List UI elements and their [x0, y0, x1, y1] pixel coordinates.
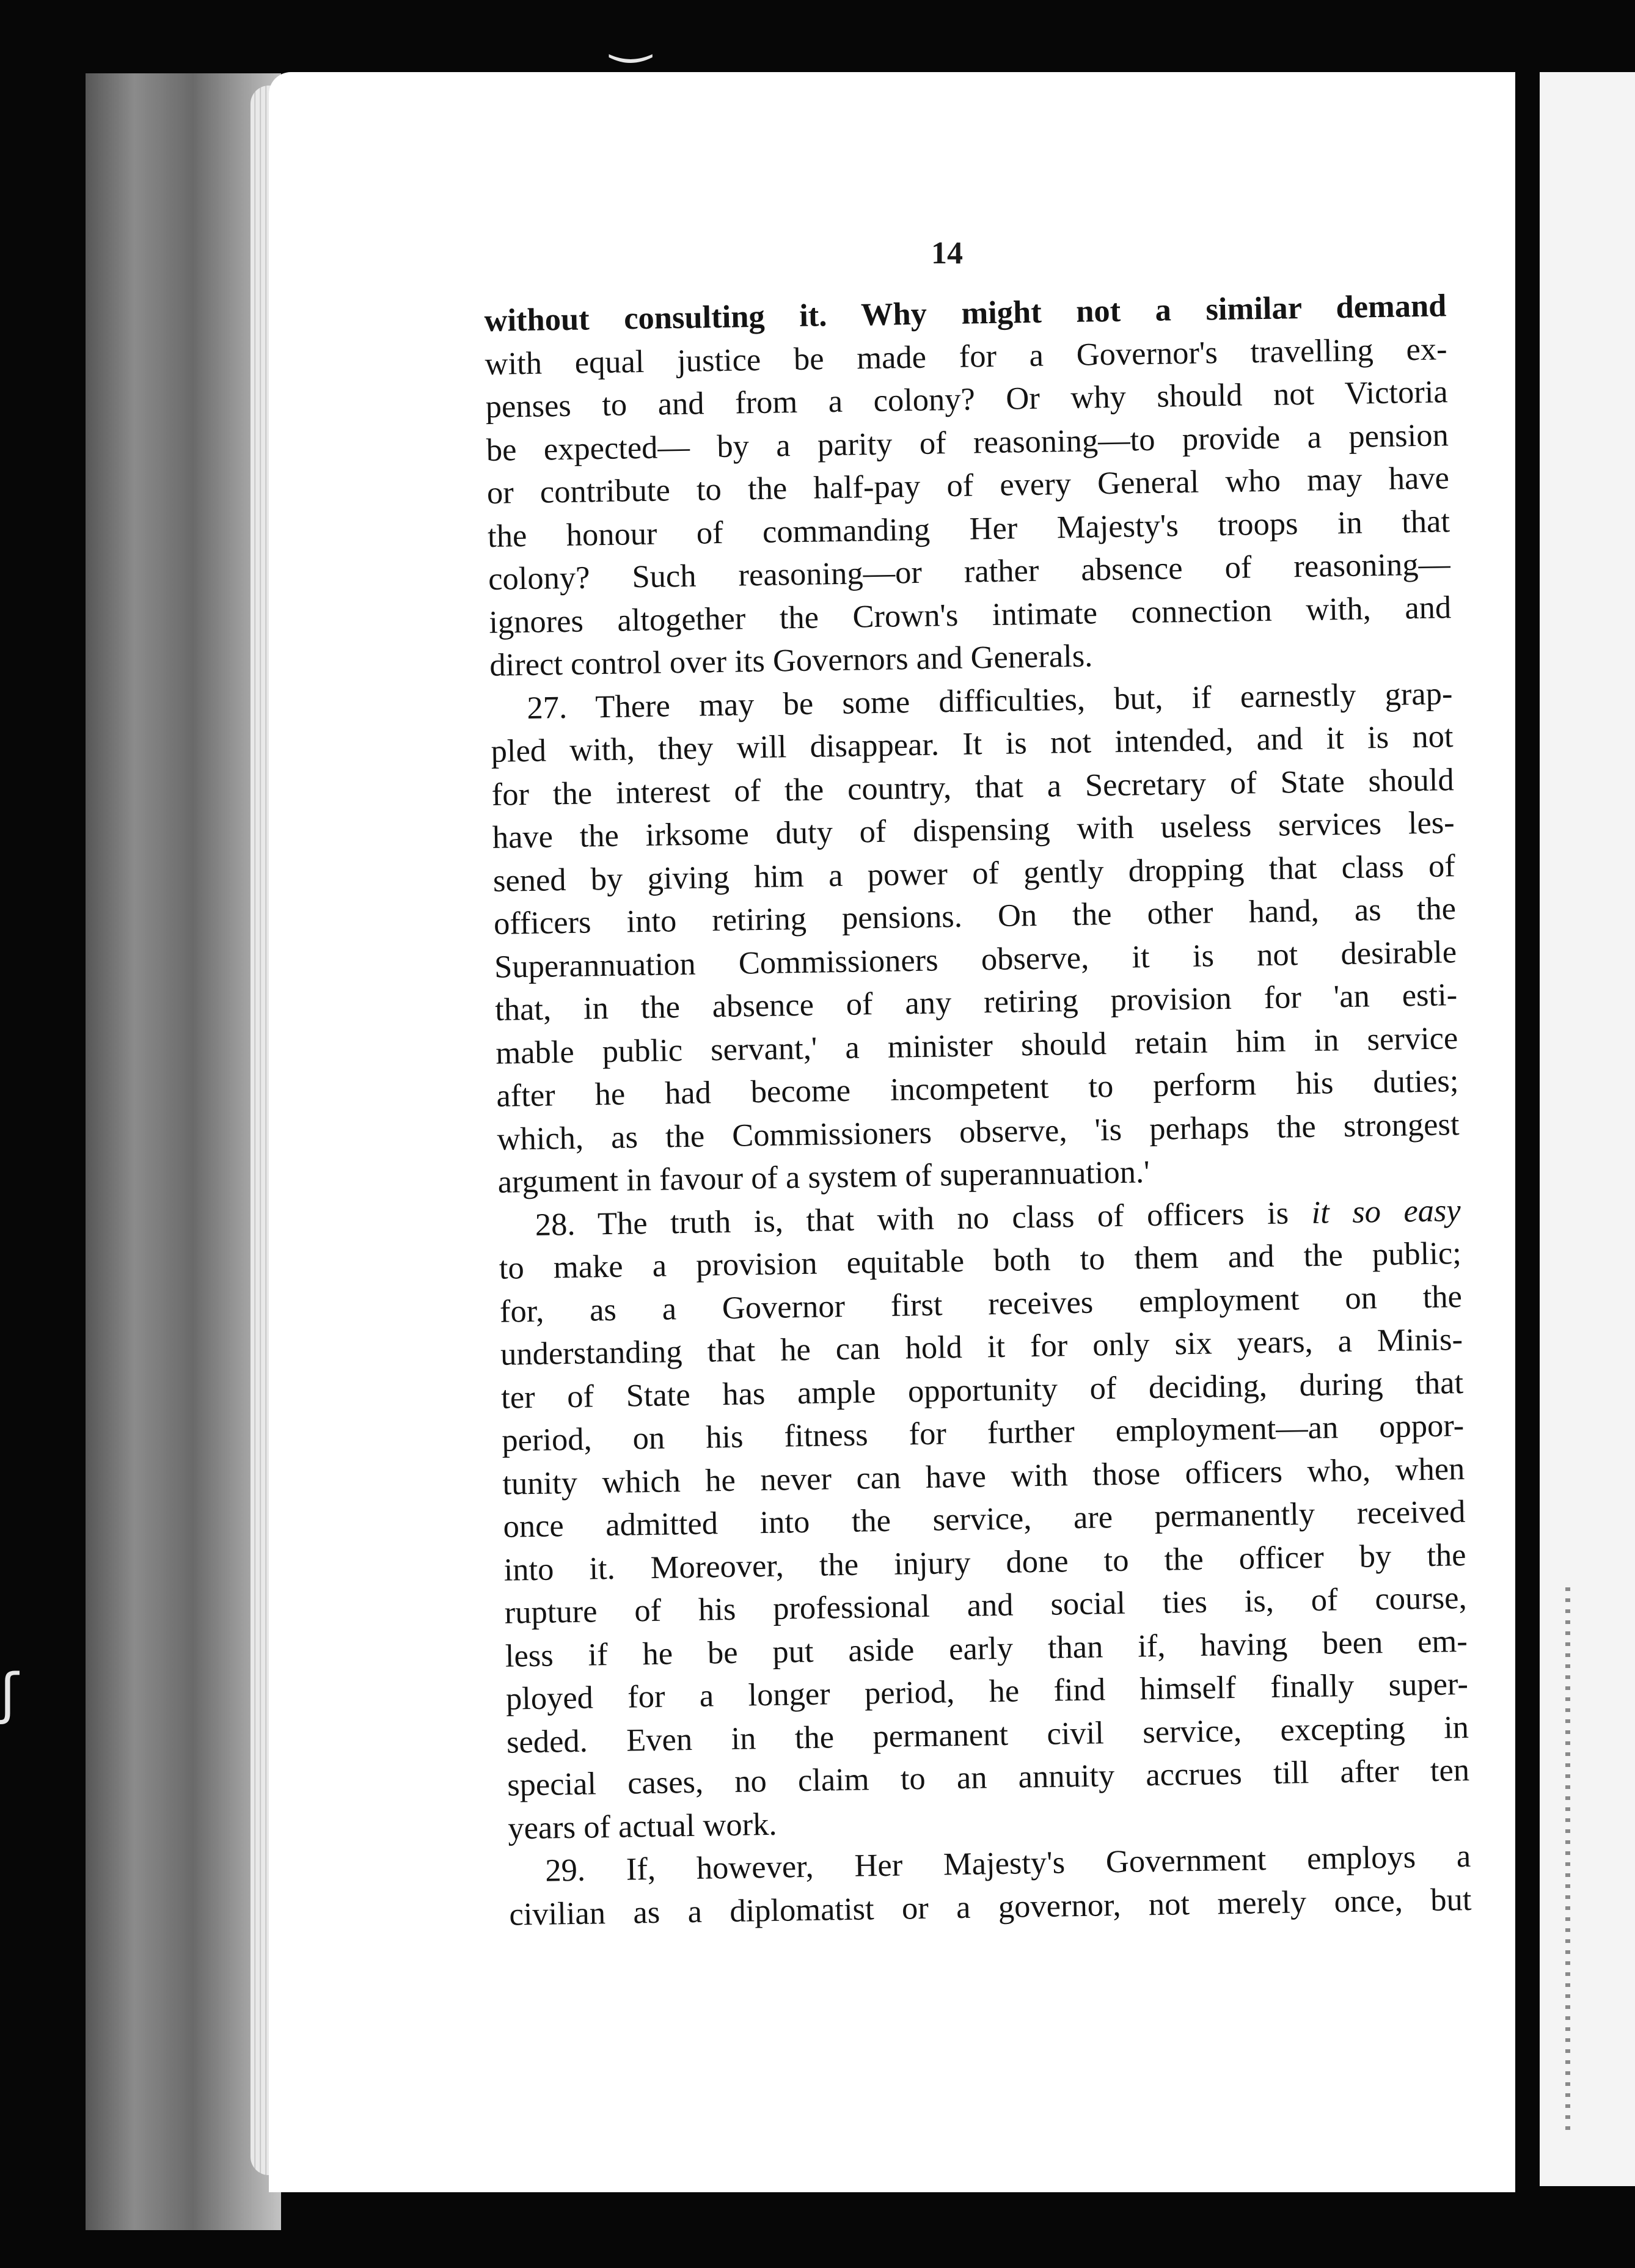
text-run: 28. The truth is, that with no class of officers is	[535, 1195, 1289, 1243]
italic-phrase: it so easy	[1311, 1192, 1461, 1231]
text-line: tunity which he never can have with those officers who, when	[502, 1450, 1465, 1502]
scan-mark-left: ʃ	[0, 1662, 19, 1726]
text-line: direct control over its Governors and Generals.	[489, 638, 1093, 683]
text-line: have the irksome duty of dispensing with useless services les-	[492, 805, 1455, 855]
text-line: that, in the absence of any retiring provision for 'an esti-	[494, 977, 1458, 1028]
text-line: or contribute to the half-pay of every General who may have	[486, 460, 1450, 511]
text-line: seded. Even in the permanent civil service, excepting in	[506, 1709, 1469, 1760]
text-line: which, as the Commissioners observe, 'is perhaps the strongest	[497, 1106, 1460, 1157]
text-line: for the interest of the country, that a Secretary of State should	[491, 761, 1454, 813]
text-line: less if he be put aside early than if, having been em-	[505, 1623, 1468, 1674]
text-line: into it. Moreover, the injury done to the officer by the	[503, 1537, 1466, 1588]
text-line: be expected— by a parity of reasoning—to provide a pension	[486, 417, 1449, 468]
page-number: 14	[931, 236, 963, 271]
text-line: without consulting it. Why might not a similar demand	[484, 288, 1447, 338]
paragraph-29-start: 29. If, however, Her Majesty's Government employs a	[544, 1838, 1471, 1889]
text-line: civilian as a diplomatist or a governor, not merely once, but	[509, 1881, 1472, 1933]
gutter-dots	[1565, 1587, 1570, 2137]
text-line: ignores altogether the Crown's intimate connection with, and	[488, 589, 1452, 640]
text-line: pled with, they will disappear. It is not intended, and it is not	[491, 719, 1454, 769]
paragraph-27-start: 27. There may be some difficulties, but, if earnestly grap-	[527, 675, 1453, 726]
text-line: sened by giving him a power of gently dropping that class of	[492, 847, 1456, 899]
page-text	[484, 284, 1472, 1936]
text-line: years of actual work.	[507, 1806, 777, 1846]
text-line: once admitted into the service, are permanently received	[503, 1494, 1466, 1545]
text-line: to make a provision equitable both to them and the public;	[499, 1235, 1462, 1286]
text-line: special cases, no claim to an annuity accrues till after ten	[507, 1752, 1470, 1803]
facing-page-edge	[1540, 72, 1635, 2186]
text-line: ter of State has ample opportunity of deciding, during that	[500, 1364, 1464, 1416]
text-line: after he had become incompetent to perform his duties;	[496, 1063, 1459, 1114]
text-line: the honour of commanding Her Majesty's troops in that	[487, 503, 1450, 554]
text-line: period, on his fitness for further employment—an oppor-	[501, 1408, 1465, 1458]
text-line: Superannuation Commissioners observe, it is not desirable	[494, 934, 1457, 985]
text-line: mable public servant,' a minister should retain him in service	[495, 1020, 1458, 1071]
scan-mark-top: ‿	[611, 6, 651, 63]
text-line: argument in favour of a system of superannuation.'	[497, 1154, 1150, 1200]
text-line: ployed for a longer period, he find himself finally super-	[505, 1666, 1469, 1717]
text-line: colony? Such reasoning—or rather absence of reasoning—	[488, 546, 1451, 597]
text-line: penses to and from a colony? Or why should not Victoria	[485, 374, 1449, 425]
text-line: understanding that he can hold it for only six years, a Minis-	[500, 1322, 1463, 1372]
text-line: officers into retiring pensions. On the other hand, as the	[493, 891, 1457, 942]
text-line: for, as a Governor first receives employment on the	[499, 1278, 1463, 1330]
text-line: with equal justice be made for a Governor's travelling ex-	[485, 331, 1447, 382]
text-line: rupture of his professional and social ties is, of course,	[504, 1579, 1468, 1631]
